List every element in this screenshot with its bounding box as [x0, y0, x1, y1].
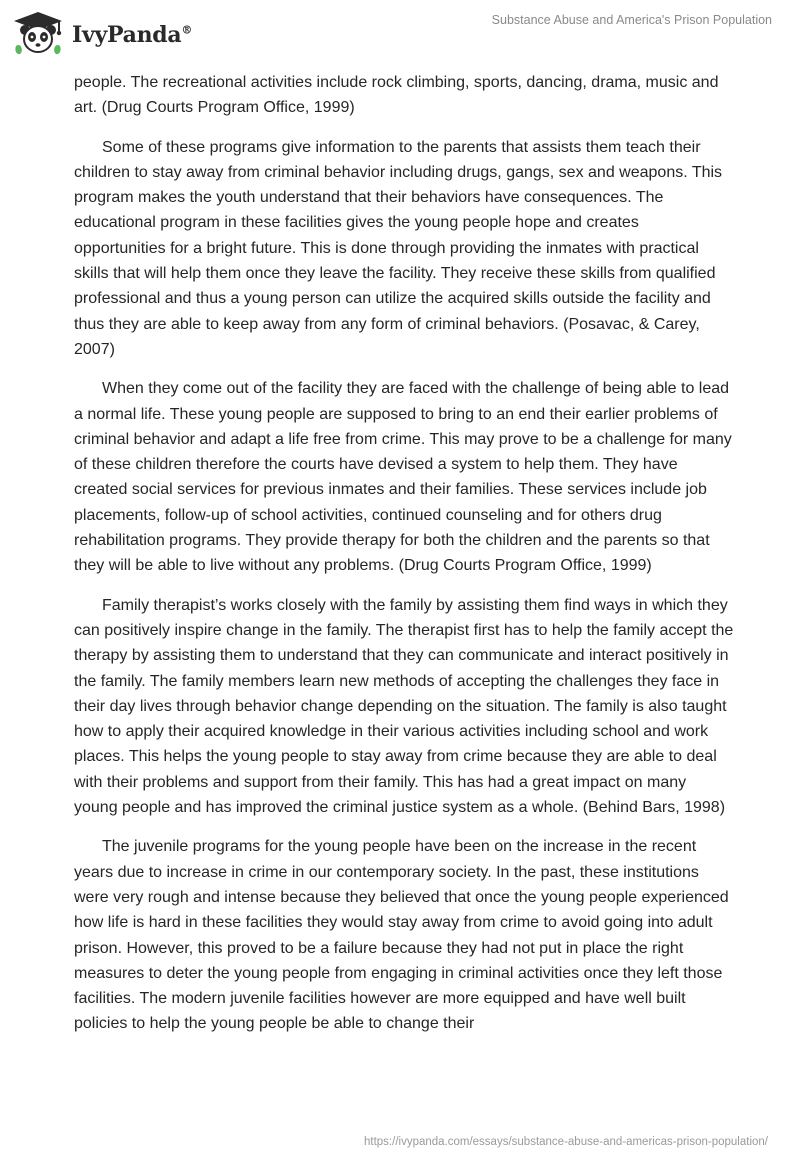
panda-graduation-cap-icon [12, 10, 64, 56]
paragraph: The juvenile programs for the young people have been on the increase in the recent years due to increase in crime in our contemporary society. In the past, these institutions were very rough and intense because they believed that once the young people experienced how life is hard in these facilities they would stay away from crime to avoid going into adult prison. However, this proved to be a failure because they had not put in place the right measures to deter the young people from engaging in criminal activities once they left those facilities. The modern juvenile facilities however are more equipped and have well built policies to help the young people be able to change their [74, 838, 729, 1033]
registered-mark: ® [181, 23, 193, 37]
paragraph: Some of these programs give information to the parents that assists them teach their children to stay away from criminal behavior including drugs, gangs, sex and weapons. This program makes the youth understand that their behaviors have consequences. The educational program in these facilities gives the young people hope and creates opportunities for a bright future. This is done through providing the inmates with practical skills that will help them once they leave the facility. They receive these skills from qualified professional and thus a young person can utilize the acquired skills outside the facility and thus they are able to keep away from any form of criminal behaviors. (Posavac, & Carey, 2007) [74, 138, 723, 358]
source-url[interactable]: https://ivypanda.com/essays/substance-abuse-and-americas-prison-population/ [364, 1136, 768, 1148]
brand-text: IvyPanda [72, 22, 182, 48]
paragraph: When they come out of the facility they are faced with the challenge of being able to lead a normal life. These young people are supposed to bring to an end their earlier problems of criminal behavior and adapt a life free from crime. This may prove to be a challenge for many of these children therefore the courts have devised a system to help them. They have created social services for previous inmates and their families. These services include job placements, follow-up of school activities, continued counseling and for others drug rehabilitation programs. They provide therapy for both the children and the parents so that they will be able to live without any problems. (Drug Courts Program Office, 1999) [74, 380, 732, 575]
document-title: Substance Abuse and America's Prison Population [491, 13, 772, 27]
paragraph: people. The recreational activities include rock climbing, sports, dancing, drama, music and art. (Drug Courts Program Office, 1999) [74, 74, 719, 117]
ivypanda-logo[interactable] [12, 10, 192, 56]
paragraph: Family therapist’s works closely with the family by assisting them find ways in which they can positively inspire change in the family. The therapist first has to help the family accept the therapy by assisting them to understand that they can communicate and interact positively in the family. The family members learn new methods of accepting the challenges they face in their day lives through behavior change depending on the situation. The family is also taught how to apply their acquired knowledge in their various activities including school and work places. This helps the young people to stay away from crime because they are able to deal with their problems and support from their family. This has had a great impact on many young people and has improved the criminal justice system as a whole. (Behind Bars, 1998) [74, 596, 734, 817]
brand-name [72, 22, 192, 48]
essay-body [74, 70, 734, 1051]
page-header [0, 0, 800, 70]
